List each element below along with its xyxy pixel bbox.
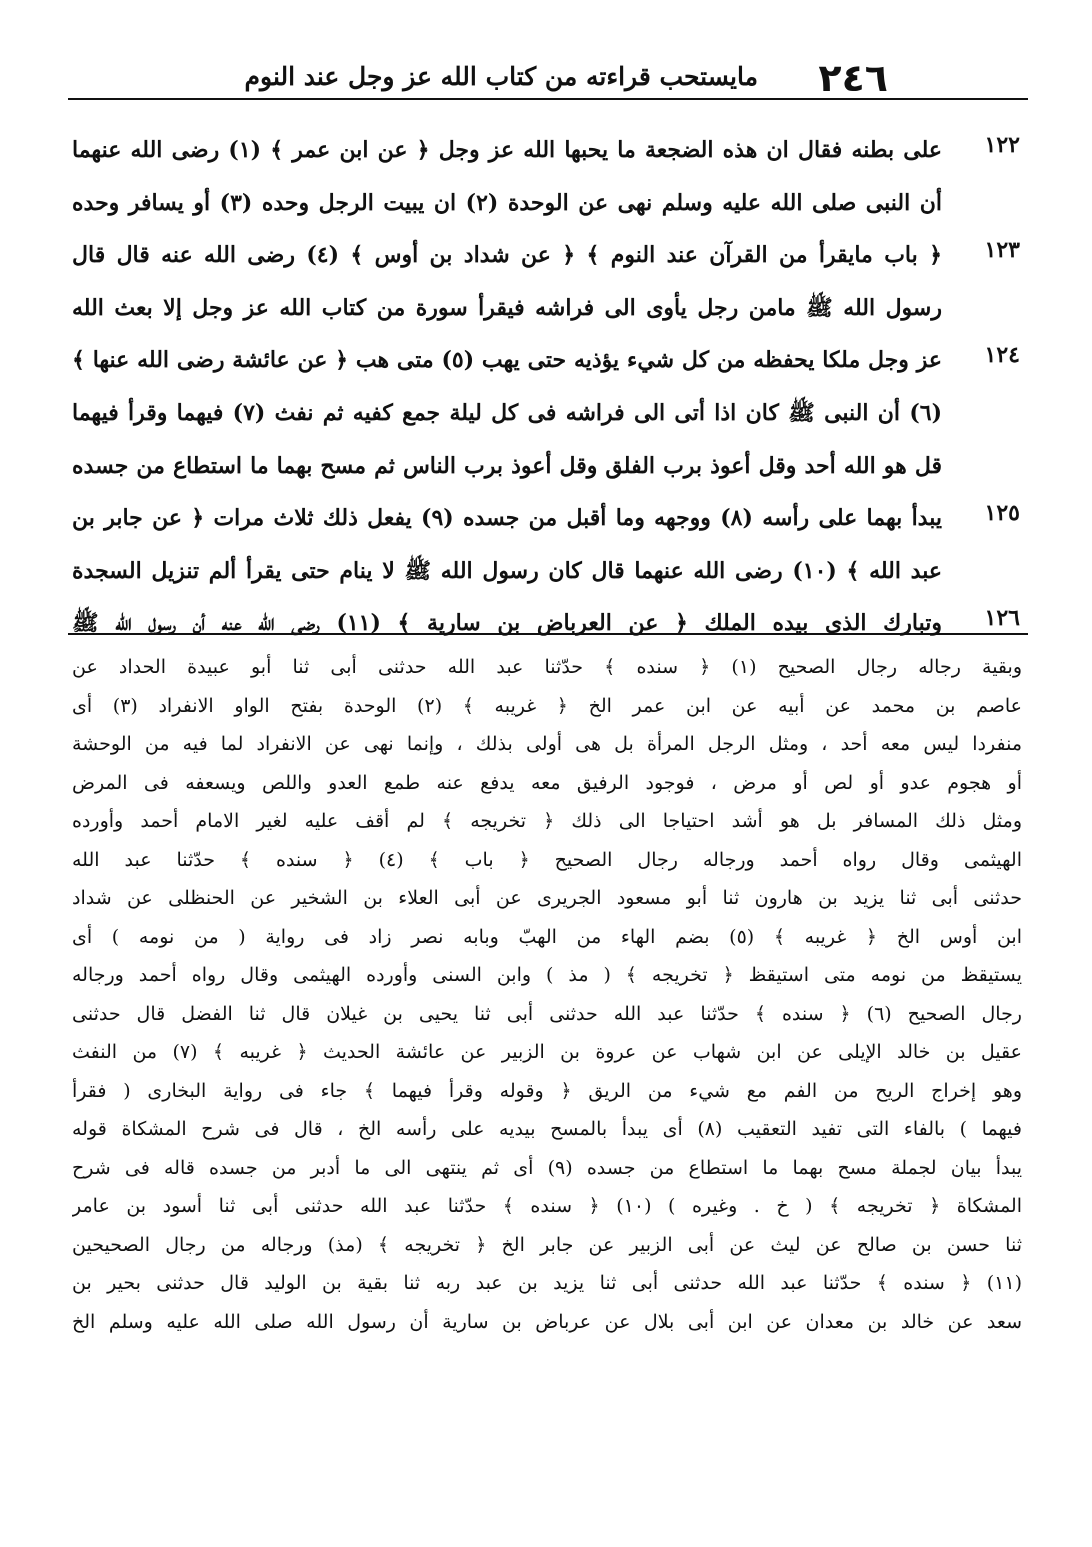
- commentary-line: منفردا ليس معه أحد ، ومثل الرجل المرأة بل هى أولى بذلك ، وإنما نهى عن الانفراد لما فيه من الوحشة: [72, 733, 1022, 755]
- text-line: أن النبى صلى الله عليه وسلم نهى عن الوحدة (٢) ان يبيت الرجل وحده (٣) أو يسافر وحده: [72, 189, 942, 216]
- commentary-line: ومثل ذلك المسافر بل هو أشد احتياجا الى ذلك ﴿ تخريجه ﴾ لم أقف عليه لغير الامام أحمد وأورده: [72, 810, 1022, 832]
- text-line: رسول الله ﷺ مامن رجل يأوى الى فراشه فيقرأ سورة من كتاب الله عز وجل إلا بعث الله: [72, 294, 942, 321]
- text-line: عبد الله ﴾ (١٠) رضى الله عنهما قال كان رسول الله ﷺ لا ينام حتى يقرأ ألم تنزيل السجدة: [72, 557, 942, 584]
- text-line: عز وجل ملكا يحفظه من كل شيء يؤذيه حتى يهب (٥) متى هب ﴿ عن عائشة رضى الله عنها ﴾: [72, 347, 942, 374]
- page-number: ٢٤٦: [818, 56, 888, 100]
- hadith-number: ١٢٣: [984, 237, 1020, 263]
- commentary-line: ثنا حسن بن صالح عن ليث عن أبى الزبير عن جابر الخ ﴿ تخريجه ﴾ (مذ) ورجاله من رجال الصحيحين: [72, 1233, 1022, 1256]
- commentary-line: فيهما ) بالفاء التى تفيد التعقيب (٨) أى يبدأ بالمسح بيديه على رأسه الخ ، قال فى شرح المشكاة قوله: [72, 1118, 1022, 1140]
- commentary-line: سعد عن خالد بن معدان عن ابن أبى بلال عن عرباض بن سارية أن رسول الله صلى الله عليه وسلم الخ: [72, 1310, 1022, 1333]
- commentary-separator-rule: [68, 633, 1028, 635]
- hadith-number: ١٢٥: [984, 500, 1020, 526]
- text-line: على بطنه فقال ان هذه الضجعة ما يحبها الله عز وجل ﴿ عن ابن عمر ﴾ (١) رضى الله عنهما: [72, 137, 942, 163]
- commentary-line: ابن أوس الخ ﴿ غريبه ﴾ (٥) بضم الهاء من الهبّ وبابه نصر زاد فى رواية ( من نومه ) أى: [72, 925, 1022, 948]
- commentary-line: يبدأ بيان لجملة مسح بهما ما استطاع من جسده (٩) أى ثم ينتهى الى ما أدبر من جسده قاله فى شرح: [72, 1156, 1022, 1179]
- commentary-line: عاصم بن محمد عن أبيه عن ابن عمر الخ ﴿ غريبه ﴾ (٢) الوحدة بفتح الواو الانفراد (٣) أى: [72, 694, 1022, 717]
- commentary-line: وهو إخراج الريح من الفم مع شيء من الريق ﴿ وقوله وقرأ فيهما ﴾ جاء فى رواية البخارى ( فقرأ: [72, 1079, 1022, 1102]
- commentary-line: حدثنى أبى ثنا يزيد بن هارون ثنا أبو مسعود الجريرى عن أبى العلاء بن الشخير عن الحنظلى عن شداد: [72, 887, 1022, 909]
- commentary-line: وبقية رجاله رجال الصحيح (١) ﴿ سنده ﴾ حدّثنا عبد الله حدثنى أبى ثنا أبو عبيدة الحداد عن: [72, 656, 1022, 678]
- hadith-text: [72, 124, 942, 650]
- commentary-line: أو هجوم عدو أو لص أو مرض ، فوجود الرفيق معه يدفع عنه طمع العدو واللص ويسعفه فى المرض: [72, 771, 1022, 794]
- hadith-number: ١٢٦: [984, 605, 1020, 631]
- commentary-text: [72, 648, 1022, 1341]
- commentary-line: عقيل بن خالد الإيلى عن ابن شهاب عن عروة بن الزبير عن عائشة الحديث ﴿ غريبه ﴾ (٧) من النفث: [72, 1041, 1022, 1063]
- text-line: يبدأ بهما على رأسه (٨) ووجهه وما أقبل من جسده (٩) يفعل ذلك ثلاث مرات ﴿ عن جابر بن: [72, 505, 942, 532]
- running-title: مايستحب قراءته من كتاب الله عز وجل عند النوم: [244, 62, 758, 91]
- hadith-number: ١٢٤: [984, 342, 1020, 368]
- commentary-line: رجال الصحيح (٦) ﴿ سنده ﴾ حدّثنا عبد الله حدثنى أبى ثنا يحيى بن غيلان قال ثنا الفضل قال حدثنى: [72, 1002, 1022, 1025]
- header-rule: [68, 98, 1028, 100]
- commentary-line: يستيقظ من نومه متى استيقظ ﴿ تخريجه ﴾ ( مذ ) وابن السنى وأورده الهيثمى وقال رواه أحمد ورجاله: [72, 964, 1022, 986]
- commentary-line: المشكاة ﴿ تخريجه ﴾ ( خ . وغيره ) (١٠) ﴿ سنده ﴾ حدّثنا عبد الله حدثنى أبى ثنا أسود بن عامر: [72, 1195, 1022, 1217]
- running-header: [68, 50, 1028, 100]
- commentary-line: (١١) ﴿ سنده ﴾ حدّثنا عبد الله حدثنى أبى ثنا يزيد بن عبد ربه ثنا بقية بن الوليد قال حدثنى بحير بن: [72, 1272, 1022, 1294]
- hadith-number: ١٢٢: [984, 132, 1020, 158]
- text-line: (٦) أن النبى ﷺ كان اذا أتى الى فراشه فى كل ليلة جمع كفيه ثم نفث (٧) فيهما وقرأ فيهما: [72, 399, 942, 426]
- commentary-line: الهيثمى وقال رواه أحمد ورجاله رجال الصحيح ﴿ باب ﴾ (٤) ﴿ سنده ﴾ حدّثنا عبد الله: [72, 848, 1022, 871]
- text-line: ﴿ باب مايقرأ من القرآن عند النوم ﴾ ﴿ عن شداد بن أوس ﴾ (٤) رضى الله عنه قال قال: [72, 242, 942, 269]
- text-line: قل هو الله أحد وقل أعوذ برب الفلق وقل أعوذ برب الناس ثم مسح بهما ما استطاع من جسده: [72, 452, 942, 479]
- text-line: وتبارك الذى بيده الملك ﴿ عن العرباض بن سارية ﴾ (١١) رضى الله عنه أن رسول الله ﷺ: [72, 610, 942, 637]
